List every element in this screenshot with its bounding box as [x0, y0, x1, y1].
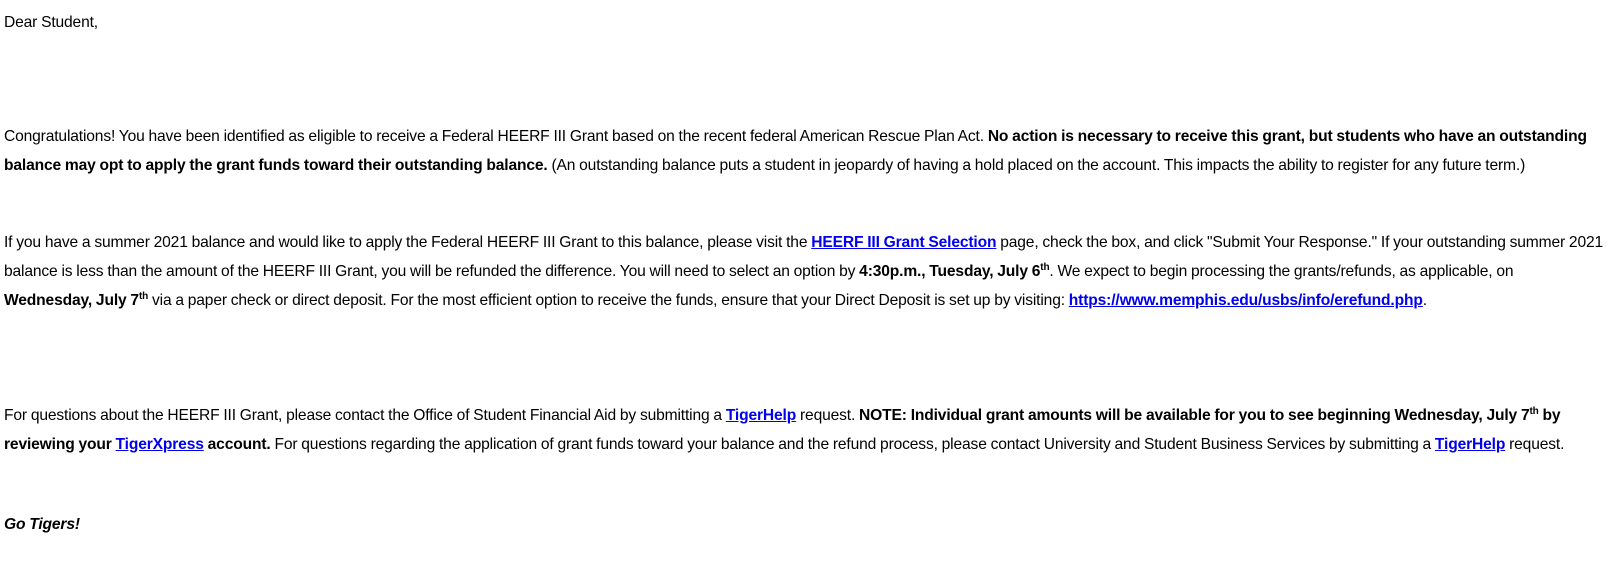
processing-date [4, 292, 148, 309]
closing: Go Tigers! [4, 516, 80, 533]
erefund-link[interactable]: https://www.memphis.edu/usbs/info/erefund.php [1068, 292, 1423, 309]
paragraph-questions [4, 401, 1604, 459]
processing-date-text: Wednesday, July 7 [4, 292, 139, 309]
text: page, check the box, and click "Submit Your Response." If your outstanding summer 2021 balance is less than the amount of the HEERF III Grant, you will be refunded the difference. You will need to select an option by [4, 234, 1604, 280]
text: . We expect to begin processing the grants/refunds, as applicable, on [1049, 263, 1514, 280]
tigerhelp-link[interactable]: TigerHelp [725, 407, 797, 424]
tigerxpress-link[interactable]: TigerXpress [115, 436, 204, 453]
text: request. [796, 407, 860, 424]
text: request. [1505, 436, 1565, 453]
text: For questions about the HEERF III Grant, please contact the Office of Student Financial Aid by submitting a [4, 407, 726, 424]
text: (An outstanding balance puts a student in jeopardy of having a hold placed on the account. This impacts the ability to register for any future term.) [547, 157, 1526, 174]
text: . [1422, 292, 1427, 309]
text: If you have a summer 2021 balance and would like to apply the Federal HEERF III Grant to this balance, please visit the [4, 234, 812, 251]
note-text-part: NOTE: Individual grant amounts will be available for you to see beginning Wednesday, July 7 [859, 407, 1530, 424]
paragraph-eligibility [4, 122, 1604, 180]
superscript: th [138, 290, 149, 302]
paragraph-instructions [4, 228, 1604, 315]
greeting: Dear Student, [4, 14, 98, 31]
deadline-text [859, 263, 1049, 280]
note-text-part: by reviewing your [4, 407, 1561, 453]
bold-text: No action is necessary to receive this grant, but students who have an outstanding balance may opt to apply the grant funds toward their outstanding balance. [4, 128, 1587, 174]
deadline-date: 4:30p.m., Tuesday, July 6 [859, 263, 1041, 280]
superscript: th [1040, 261, 1050, 273]
superscript: th [1529, 405, 1539, 417]
text: via a paper check or direct deposit. For the most efficient option to receive the funds, ensure that your Direct Deposit is set up by visiting: [148, 292, 1069, 309]
text: For questions regarding the application of grant funds toward your balance and the refund process, please contact University and Student Business Services by submitting a [270, 436, 1435, 453]
note-text-part: account. [203, 436, 271, 453]
text: Congratulations! You have been identified as eligible to receive a Federal HEERF III Grant based on the recent federal American Rescue Plan Act. [4, 128, 988, 145]
tigerhelp-link-2[interactable]: TigerHelp [1434, 436, 1506, 453]
grant-selection-link[interactable]: HEERF III Grant Selection [811, 234, 997, 251]
